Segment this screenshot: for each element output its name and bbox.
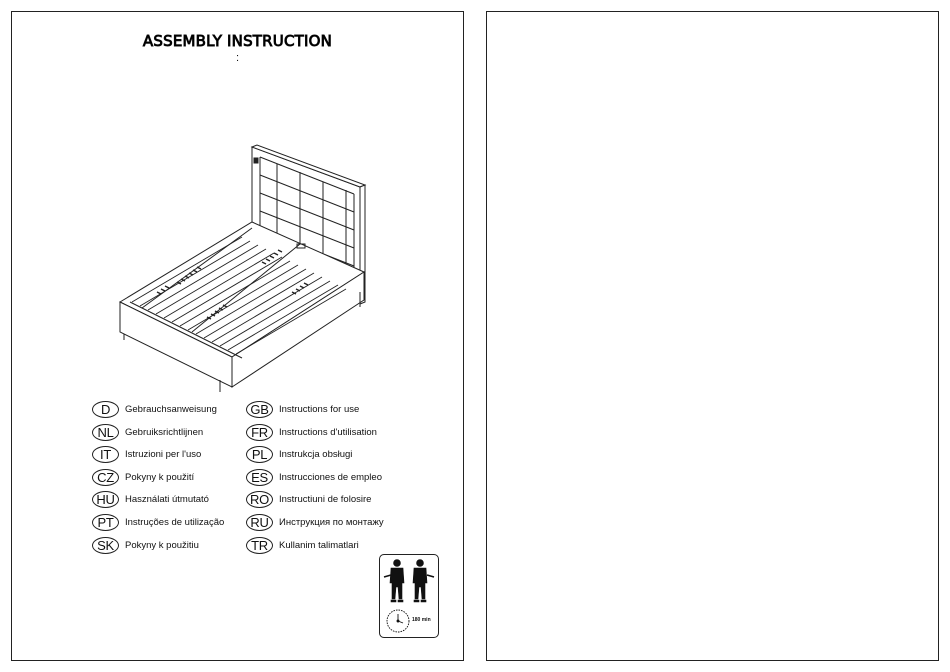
language-label: Instrucciones de empleo [279,471,382,483]
language-label: Pokyny k použití [125,471,195,483]
language-label: Instructions d'utilisation [279,426,377,438]
language-code: ES [246,469,273,486]
language-code: PT [92,514,119,531]
language-code: PL [246,446,273,463]
language-label: Pokyny k použitiu [125,539,199,551]
page-subtitle: : [235,52,240,64]
language-item [246,400,384,419]
language-code: CZ [92,469,119,486]
language-code: FR [246,424,273,441]
language-item [246,513,384,532]
language-item [92,490,224,509]
language-item [92,445,224,464]
blank-page [486,11,939,661]
language-code: SK [92,537,119,554]
language-label: Instructiuni de folosire [279,494,372,506]
language-label: Instruções de utilização [125,516,225,528]
language-label: Инструкция по монтажу [279,516,384,528]
language-label: Gebruiksrichtlijnen [125,426,204,438]
language-code: D [92,401,119,418]
language-item [92,513,224,532]
language-item [246,490,384,509]
language-code: RO [246,491,273,508]
language-item [246,445,384,464]
language-item [92,536,224,555]
language-label: Gebrauchsanweisung [125,404,217,415]
bed-frame-illustration [102,142,382,402]
language-item [246,536,384,555]
two-people-icon [380,555,438,637]
clock-icon [387,610,409,632]
language-code: GB [246,401,273,418]
language-item [92,423,224,442]
language-code: HU [92,491,119,508]
language-code: NL [92,424,119,441]
language-label: Istruzioni per l'uso [125,449,202,461]
language-code: IT [92,446,119,463]
cover-page [11,11,464,661]
language-item [92,468,224,487]
language-item [246,423,384,442]
language-label: Instructions for use [279,404,360,415]
language-item [246,468,384,487]
assembly-time: 180 min [412,617,431,623]
language-list-right [246,400,384,555]
assembly-badge [379,554,439,638]
language-item [92,400,224,419]
page-title: ASSEMBLY INSTRUCTION [142,32,333,50]
language-list-left [92,400,224,555]
language-code: TR [246,537,273,554]
language-label: Kullanim talimatlari [279,539,359,551]
language-code: RU [246,514,273,531]
language-label: Instrukcja obsługi [279,449,353,461]
language-label: Használati útmutató [125,494,209,506]
